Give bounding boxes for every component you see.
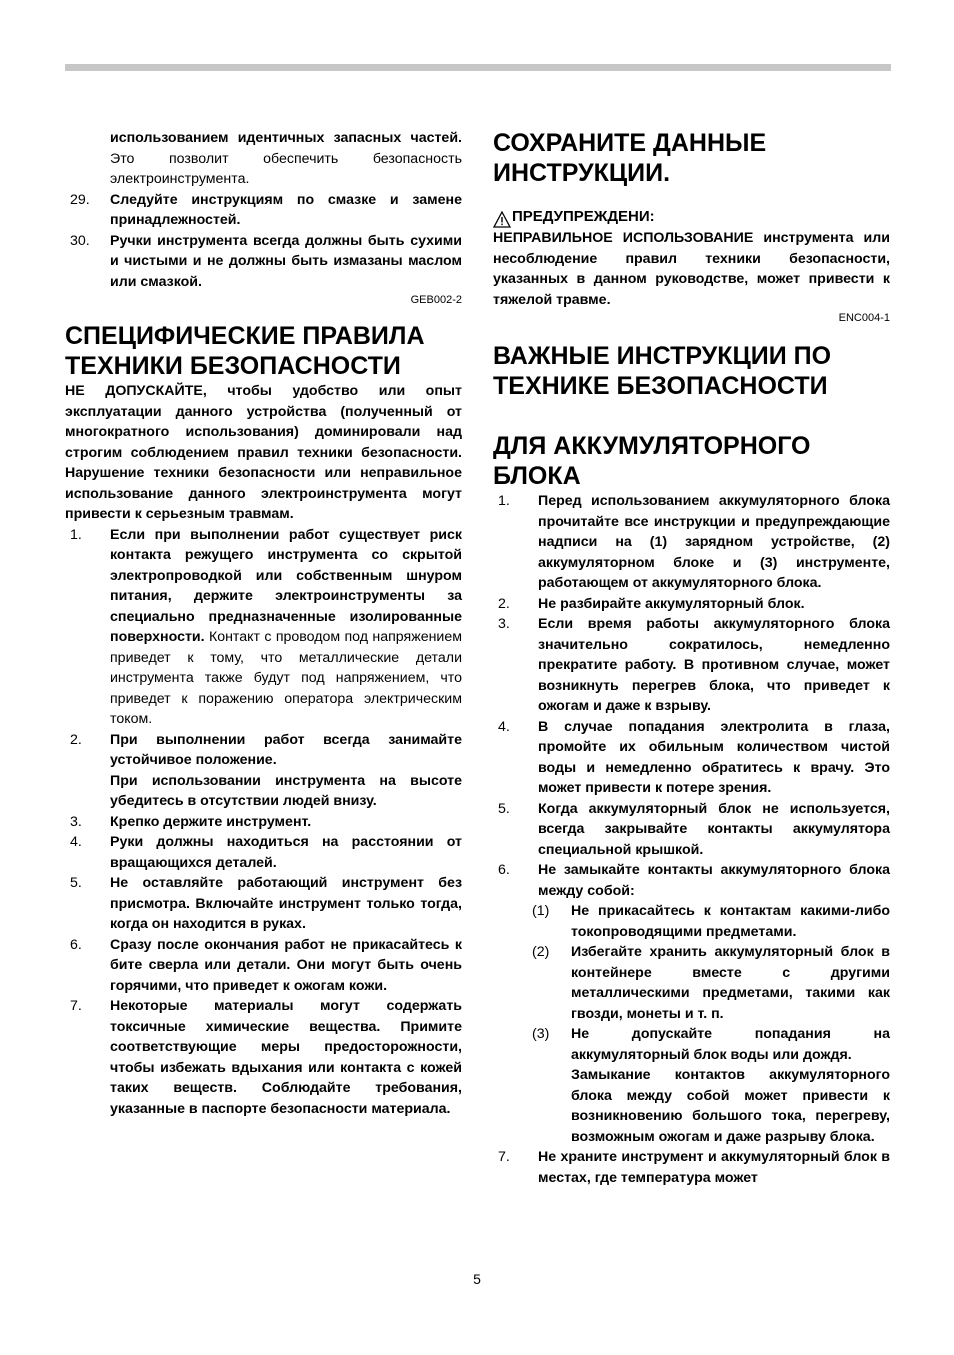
subitem-extra: Замыкание контактов аккумуляторного блока между собой может привести к возникновению большого тока, перегреву, возможным ожогам и даже разрыву блока. <box>571 1067 890 1145</box>
heading-battery-block: ДЛЯ АККУМУЛЯТОРНОГО БЛОКА <box>493 432 811 490</box>
subitem-number: (3) <box>532 1026 550 1042</box>
item-text-normal: Контакт с проводом под напряжением приведет к тому, что металлические детали инструмента также будут под напряжением, что приведет к поражению оператора электрическим током. <box>110 629 462 727</box>
battery-subitem-2 <box>532 942 890 1024</box>
intro-paragraph: НЕ ДОПУСКАЙТЕ, чтобы удобство или опыт эксплуатации данного устройства (полученный от многократного использования) доминировали над строгим соблюдением правил техники безопасности. Нарушение техники безопасности или неправильное использование данного электроинструмента могут привести к серьезным травмам. <box>65 383 462 522</box>
page-number: 5 <box>473 1271 481 1287</box>
list-item-3 <box>65 812 462 833</box>
item-number: 1. <box>70 526 82 543</box>
list-item-1 <box>65 525 462 730</box>
subitem-number: (1) <box>532 903 550 919</box>
item-number: 4. <box>498 718 510 735</box>
item-text: В случае попадания электролита в глаза, промойте их обильным количеством чистой воды и немедленно обратитесь к врачу. Это может привести к потере зрения. <box>538 718 890 796</box>
item-text: Следуйте инструкциям по смазке и замене принадлежностей. <box>110 191 462 228</box>
item-text: Сразу после окончания работ не прикасайтесь к бите сверла или детали. Они могут быть очень горячими, что приведет к ожогам кожи. <box>110 936 462 994</box>
item-number: 3. <box>498 616 510 632</box>
header-rule <box>65 64 891 71</box>
continuation-bold: использованием идентичных запасных частей. <box>110 130 462 146</box>
item-number: 7. <box>70 998 82 1014</box>
subitem-number: (2) <box>532 944 550 960</box>
battery-item-2 <box>493 594 890 615</box>
battery-subitem-1 <box>532 901 890 942</box>
item-number: 29. <box>70 191 90 208</box>
item-number: 2. <box>70 731 82 748</box>
battery-item-6 <box>493 860 890 901</box>
subitem-text: Не допускайте попадания на аккумуляторный блок воды или дождя. <box>571 1026 890 1063</box>
item-number: 30. <box>70 232 90 249</box>
item-text: Не разбирайте аккумуляторный блок. <box>538 595 805 612</box>
item-number: 6. <box>70 936 82 953</box>
list-item-4 <box>65 832 462 873</box>
list-item-2-extra: При использовании инструмента на высоте убедитесь в отсутствии людей внизу. <box>110 772 462 809</box>
item-number: 7. <box>498 1149 510 1165</box>
left-column <box>65 128 462 1119</box>
list-item-30 <box>65 231 462 293</box>
doc-code-enc: ENC004-1 <box>838 312 890 324</box>
item-number: 2. <box>498 595 510 612</box>
battery-item-4 <box>493 717 890 799</box>
warning-text: НЕПРАВИЛЬНОЕ ИСПОЛЬЗОВАНИЕ инструмента или несоблюдение правил техники безопасности, указанных в данном руководстве, может привести к тяжелой травме. <box>493 230 890 308</box>
list-item-6 <box>65 935 462 997</box>
item-text: Крепко держите инструмент. <box>110 813 312 830</box>
battery-item-3 <box>493 614 890 717</box>
item-text: Когда аккумуляторный блок не используется, всегда закрывайте контакты аккумулятора специальной крышкой. <box>538 800 890 858</box>
continuation-normal: Это позволит обеспечить безопасность электроинструмента. <box>110 150 462 187</box>
item-text: Ручки инструмента всегда должны быть сухими и чистыми и не должны быть измазаны маслом или смазкой. <box>110 232 462 290</box>
warning-label-row <box>493 206 890 228</box>
battery-item-1 <box>493 491 890 594</box>
item-number: 6. <box>498 862 510 878</box>
battery-item-7 <box>493 1147 890 1188</box>
list-item-29 <box>65 190 462 231</box>
warning-triangle-icon <box>493 211 511 228</box>
subitem-text: Избегайте хранить аккумуляторный блок в контейнере вместе с другими металлическими предметами, такими как гвозди, монеты и т. п. <box>571 944 890 1022</box>
item-text: Руки должны находиться на расстоянии от вращающихся деталей. <box>110 834 462 871</box>
continuation-paragraph <box>65 128 462 190</box>
item-text: Не замыкайте контакты аккумуляторного блока между собой: <box>538 862 890 899</box>
heading-save-instructions: СОХРАНИТЕ ДАННЫЕ ИНСТРУКЦИИ. <box>493 129 767 187</box>
item-text: Если время работы аккумуляторного блока значительно сократилось, немедленно прекратите работу. В противном случае, может возникнуть перегрев блока, что приведет к ожогам и даже к взрыву. <box>538 616 890 714</box>
list-item-7 <box>65 996 462 1119</box>
battery-subitem-3 <box>532 1024 890 1147</box>
heading-specific-rules: СПЕЦИФИЧЕСКИЕ ПРАВИЛА ТЕХНИКИ БЕЗОПАСНОСТИ <box>65 322 425 380</box>
warning-label: ПРЕДУПРЕЖДЕНИ: <box>512 208 655 225</box>
item-text: Перед использованием аккумуляторного блока прочитайте все инструкции и предупреждающие надписи на (1) зарядном устройстве, (2) аккумуляторном блоке и (3) инструменте, работающем от аккумуляторного блока. <box>538 493 890 591</box>
item-text-bold: Если при выполнении работ существует риск контакта режущего инструмента со скрытой электропроводкой или собственным шнуром питания, держите электроинструменты за специально предназначенные изолированные поверхности. <box>110 526 462 645</box>
item-text: Не оставляйте работающий инструмент без присмотра. Включайте инструмент только тогда, когда он находится в руках. <box>110 875 462 932</box>
heading-important-instructions: ВАЖНЫЕ ИНСТРУКЦИИ ПО ТЕХНИКЕ БЕЗОПАСНОСТИ <box>493 342 832 400</box>
item-text: Некоторые материалы могут содержать токсичные химические вещества. Примите соответствующие меры предосторожности, чтобы избежать вдыхания или контакта с кожей таких веществ. Соблюдайте требования, указанные в паспорте безопасности материала. <box>110 998 462 1117</box>
doc-code-geb: GEB002-2 <box>410 294 462 306</box>
item-number: 5. <box>70 875 82 891</box>
list-item-5 <box>65 873 462 935</box>
right-column <box>493 128 890 1188</box>
item-text: Не храните инструмент и аккумуляторный блок в местах, где температура может <box>538 1149 890 1186</box>
battery-item-5 <box>493 799 890 861</box>
item-number: 5. <box>498 800 510 817</box>
item-number: 1. <box>498 493 510 509</box>
item-text: При выполнении работ всегда занимайте устойчивое положение. <box>110 731 462 768</box>
item-number: 3. <box>70 813 82 830</box>
list-item-2 <box>65 730 462 771</box>
subitem-text: Не прикасайтесь к контактам какими-либо токопроводящими предметами. <box>571 903 890 940</box>
item-number: 4. <box>70 834 82 850</box>
